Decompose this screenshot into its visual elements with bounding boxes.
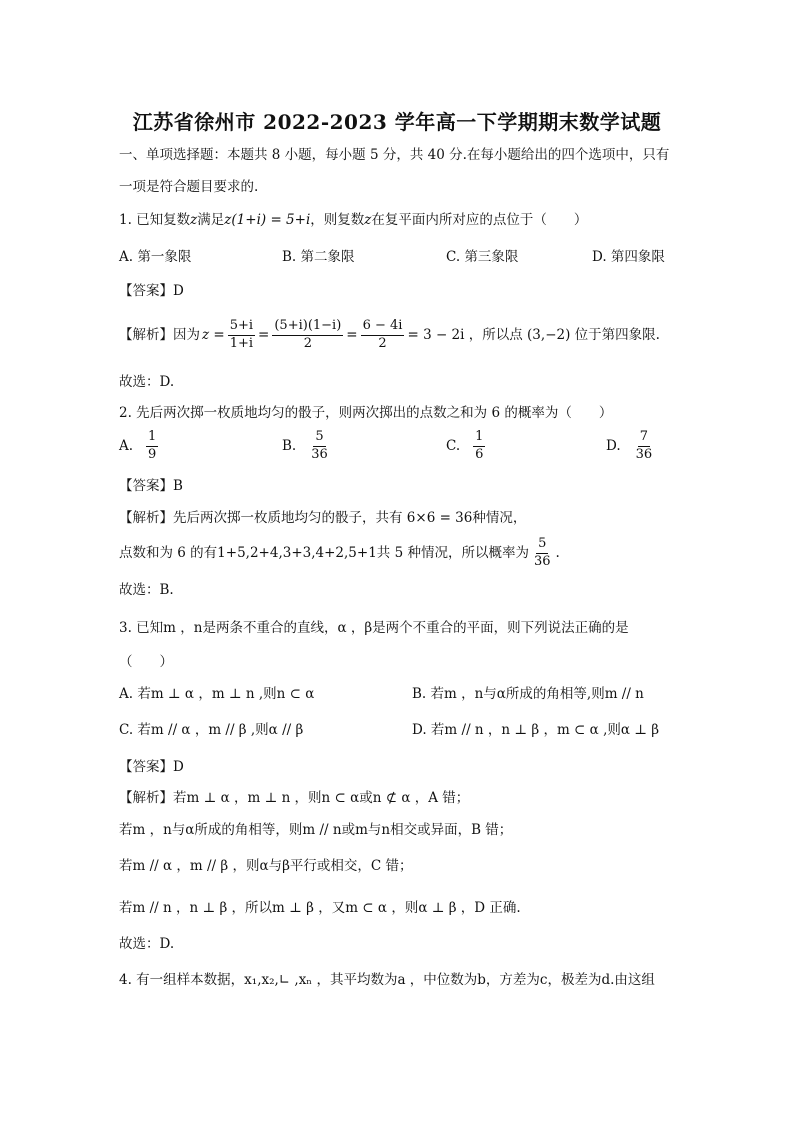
q3-analysis-line4: 若m // n ，n ⊥ β ，所以m ⊥ β ，又m ⊂ α ，则α ⊥ β ，D 正确. [119, 900, 521, 916]
q1-answer: 【答案】D [119, 283, 184, 299]
q1-option-b: B. 第二象限 [282, 249, 355, 265]
q2-stem: 2. 先后两次掷一枚质地均匀的骰子，则两次掷出的点数之和为 6 的概率为（ ） [119, 405, 613, 421]
q2-analysis-line2: 点数和为 6 的有1+5,2+4,3+3,4+2,5+1共 5 种情况，所以概率为 $\frac{5}{36}$ . [119, 535, 560, 569]
q1-option-a: A. 第一象限 [119, 249, 192, 265]
q3-option-b: B. 若m ，n与α所成的角相等,则m // n [412, 686, 644, 702]
q2-option-a: A. $\frac{1}{9}$ [119, 429, 157, 462]
q2-analysis-line1: 【解析】先后两次掷一枚质地均匀的骰子，共有 6×6 = 36种情况， [119, 510, 527, 526]
q3-option-c: C. 若m // α ，m // β ,则α // β [119, 722, 304, 738]
q3-answer: 【答案】D [119, 759, 184, 775]
section-header-line2: 一项是符合题目要求的. [119, 179, 259, 195]
q2-conclusion: 故选：B. [119, 582, 174, 598]
q1-fraction-3: $\frac{6 - 4i}{2}$ [362, 317, 403, 351]
section-header-line1: 一、单项选择题：本题共 8 小题，每小题 5 分，共 40 分.在每小题给出的四个选项中，只有 [119, 147, 670, 163]
q3-conclusion: 故选：D. [119, 936, 175, 952]
q1-option-c: C. 第三象限 [446, 249, 519, 265]
q2-option-c: C. $\frac{1}{6}$ [446, 429, 484, 462]
q4-stem: 4. 有一组样本数据，x₁,x₂,∟ ,xₙ ，其平均数为a ，中位数为b，方差为c，极差为d.由这组 [119, 972, 655, 988]
q3-stem-line2: （ ） [119, 654, 173, 670]
q2-answer-fraction: $\frac{5}{36}$ [533, 535, 551, 569]
q3-analysis-line2: 若m ，n与α所成的角相等，则m // n或m与n相交或异面，B 错； [119, 822, 513, 838]
q1-fraction-1: $\frac{5+i}{1+i}$ [229, 317, 254, 351]
q1-fraction-2: $\frac{(5+i)(1-i)}{2}$ [274, 317, 342, 351]
q3-stem-line1: 3. 已知m ，n是两条不重合的直线，α ，β是两个不重合的平面，则下列说法正确的是 [119, 620, 629, 636]
q3-analysis-line1: 【解析】若m ⊥ α ，m ⊥ n ，则n ⊂ α或n ⊄ α ，A 错； [119, 790, 470, 806]
q2-option-b: B. $\frac{5}{36}$ [282, 429, 328, 462]
q3-analysis-line3: 若m // α ，m // β ，则α与β平行或相交，C 错； [119, 858, 413, 874]
q1-analysis: 【解析】因为 z = $\frac{5+i}{1+i}$ = $\frac{(5+i)(1-i)}{2}$ = $\frac{6 - 4i}{2}$ = 3 − 2i ，所以点 (3,−2) 位于第四象限. [119, 317, 660, 351]
q1-stem: 1. 已知复数z满足z(1+i) = 5+i，则复数z在复平面内所对应的点位于（ ） [119, 212, 588, 228]
q1-conclusion: 故选：D. [119, 374, 175, 390]
q3-option-d: D. 若m // n ，n ⊥ β ，m ⊂ α ,则α ⊥ β [412, 722, 660, 738]
page-title: 江苏省徐州市 2022-2023 学年高一下学期期末数学试题 [132, 110, 662, 134]
q3-option-a: A. 若m ⊥ α ，m ⊥ n ,则n ⊂ α [119, 686, 315, 702]
q1-option-d: D. 第四象限 [592, 249, 665, 265]
q2-option-d: D. $\frac{7}{36}$ [606, 429, 653, 462]
q2-answer: 【答案】B [119, 478, 183, 494]
